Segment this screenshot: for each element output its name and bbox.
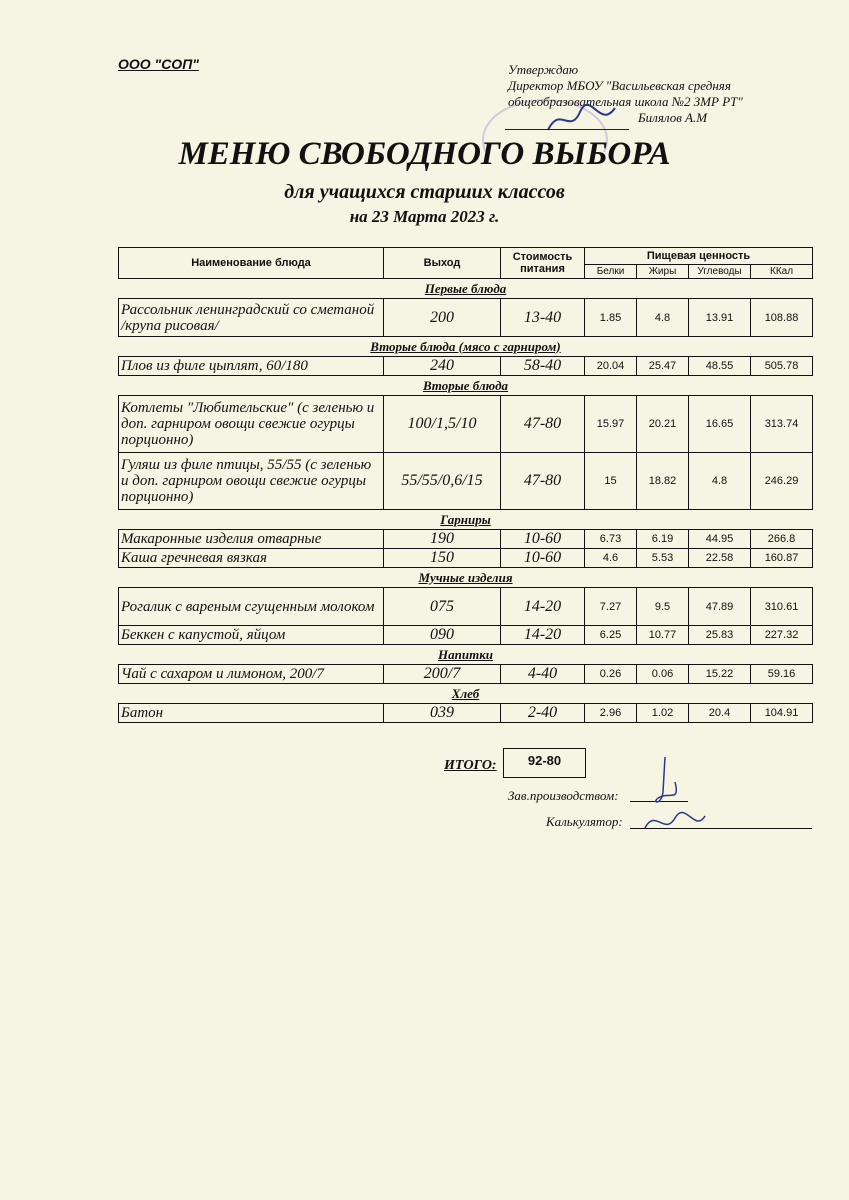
dish-output: 100/1,5/10	[384, 396, 501, 453]
dish-cost: 4-40	[501, 665, 585, 684]
dish-carbs: 4.8	[689, 453, 751, 510]
dish-name: Плов из филе цыплят, 60/180	[119, 357, 384, 376]
dish-fat: 1.02	[637, 704, 689, 723]
dish-protein: 15.97	[585, 396, 637, 453]
header-fat: Жиры	[637, 265, 689, 279]
header-cost: Стоимость питания	[501, 248, 585, 279]
dish-fat: 25.47	[637, 357, 689, 376]
dish-output: 200/7	[384, 665, 501, 684]
dish-output: 150	[384, 549, 501, 568]
section-title: Хлеб	[119, 684, 813, 704]
page-title: МЕНЮ СВОБОДНОГО ВЫБОРА	[178, 136, 671, 172]
dish-fat: 6.19	[637, 530, 689, 549]
dish-output: 55/55/0,6/15	[384, 453, 501, 510]
section-header	[119, 376, 813, 396]
approval-line-2: Директор МБОУ "Васильевская средняя	[508, 78, 731, 93]
dish-protein: 2.96	[585, 704, 637, 723]
calculator-label: Калькулятор:	[546, 814, 623, 829]
dish-kcal: 310.61	[751, 588, 813, 626]
dish-fat: 10.77	[637, 626, 689, 645]
dish-fat: 9.5	[637, 588, 689, 626]
dish-cost: 58-40	[501, 357, 585, 376]
table-row	[119, 396, 813, 453]
approval-line-3: общеобразовательная школа №2 ЗМР РТ"	[508, 94, 743, 109]
dish-kcal: 313.74	[751, 396, 813, 453]
approval-signature-line	[505, 129, 629, 130]
dish-cost: 13-40	[501, 299, 585, 337]
menu-body	[119, 279, 813, 723]
dish-name: Чай с сахаром и лимоном, 200/7	[119, 665, 384, 684]
section-title: Мучные изделия	[119, 568, 813, 588]
total-value: 92-80	[503, 748, 586, 778]
dish-carbs: 13.91	[689, 299, 751, 337]
table-row	[119, 704, 813, 723]
dish-name: Макаронные изделия отварные	[119, 530, 384, 549]
dish-name: Гуляш из филе птицы, 55/55 (с зеленью и доп. гарниром овощи свежие огурцы порционно)	[119, 453, 384, 510]
dish-protein: 7.27	[585, 588, 637, 626]
dish-carbs: 47.89	[689, 588, 751, 626]
section-title: Вторые блюда (мясо с гарниром)	[119, 337, 813, 357]
header-output: Выход	[384, 248, 501, 279]
dish-kcal: 227.32	[751, 626, 813, 645]
dish-protein: 1.85	[585, 299, 637, 337]
dish-protein: 20.04	[585, 357, 637, 376]
calculator-signature	[640, 808, 710, 838]
dish-fat: 0.06	[637, 665, 689, 684]
director-signature	[540, 100, 620, 140]
table-row	[119, 357, 813, 376]
dish-cost: 47-80	[501, 396, 585, 453]
dish-kcal: 108.88	[751, 299, 813, 337]
dish-output: 039	[384, 704, 501, 723]
page-subtitle: для учащихся старших классов	[284, 181, 565, 203]
production-manager-label: Зав.производством:	[508, 788, 619, 803]
dish-carbs: 48.55	[689, 357, 751, 376]
dish-carbs: 15.22	[689, 665, 751, 684]
dish-output: 090	[384, 626, 501, 645]
section-header	[119, 337, 813, 357]
dish-fat: 5.53	[637, 549, 689, 568]
dish-output: 190	[384, 530, 501, 549]
dish-kcal: 266.8	[751, 530, 813, 549]
section-title: Напитки	[119, 645, 813, 665]
table-row	[119, 549, 813, 568]
dish-cost: 2-40	[501, 704, 585, 723]
section-title: Первые блюда	[119, 279, 813, 299]
section-title: Гарниры	[119, 510, 813, 530]
header-name: Наименование блюда	[119, 248, 384, 279]
dish-carbs: 22.58	[689, 549, 751, 568]
dish-output: 200	[384, 299, 501, 337]
dish-kcal: 505.78	[751, 357, 813, 376]
section-header	[119, 645, 813, 665]
header-nutrition: Пищевая ценность	[585, 248, 813, 265]
dish-kcal: 59.16	[751, 665, 813, 684]
dish-carbs: 20.4	[689, 704, 751, 723]
dish-carbs: 25.83	[689, 626, 751, 645]
organization-name: ООО "СОП"	[118, 56, 199, 72]
section-header	[119, 510, 813, 530]
dish-name: Батон	[119, 704, 384, 723]
table-row	[119, 588, 813, 626]
header-protein: Белки	[585, 265, 637, 279]
table-row	[119, 665, 813, 684]
dish-fat: 18.82	[637, 453, 689, 510]
dish-carbs: 16.65	[689, 396, 751, 453]
header-kcal: ККал	[751, 265, 813, 279]
dish-cost: 10-60	[501, 530, 585, 549]
table-row	[119, 299, 813, 337]
dish-protein: 0.26	[585, 665, 637, 684]
dish-name: Котлеты "Любительские" (с зеленью и доп. гарниром овощи свежие огурцы порционно)	[119, 396, 384, 453]
section-title: Вторые блюда	[119, 376, 813, 396]
dish-name: Рассольник ленинградский со сметаной /крупа рисовая/	[119, 299, 384, 337]
dish-carbs: 44.95	[689, 530, 751, 549]
dish-protein: 6.73	[585, 530, 637, 549]
dish-fat: 20.21	[637, 396, 689, 453]
table-row	[119, 453, 813, 510]
dish-protein: 6.25	[585, 626, 637, 645]
dish-protein: 4.6	[585, 549, 637, 568]
menu-table	[118, 247, 813, 723]
table-row	[119, 626, 813, 645]
section-header	[119, 279, 813, 299]
dish-fat: 4.8	[637, 299, 689, 337]
dish-kcal: 160.87	[751, 549, 813, 568]
dish-cost: 47-80	[501, 453, 585, 510]
dish-output: 075	[384, 588, 501, 626]
dish-cost: 14-20	[501, 588, 585, 626]
approval-name: Билялов А.М	[638, 110, 708, 125]
header-carbs: Углеводы	[689, 265, 751, 279]
section-header	[119, 684, 813, 704]
dish-kcal: 246.29	[751, 453, 813, 510]
dish-cost: 14-20	[501, 626, 585, 645]
total-label: ИТОГО:	[444, 758, 497, 773]
approval-line-1: Утверждаю	[508, 62, 579, 77]
dish-cost: 10-60	[501, 549, 585, 568]
dish-name: Беккен с капустой, яйцом	[119, 626, 384, 645]
dish-name: Каша гречневая вязкая	[119, 549, 384, 568]
section-header	[119, 568, 813, 588]
dish-protein: 15	[585, 453, 637, 510]
dish-name: Рогалик с вареным сгущенным молоком	[119, 588, 384, 626]
menu-date: на 23 Марта 2023 г.	[349, 207, 500, 226]
dish-kcal: 104.91	[751, 704, 813, 723]
dish-output: 240	[384, 357, 501, 376]
table-row	[119, 530, 813, 549]
